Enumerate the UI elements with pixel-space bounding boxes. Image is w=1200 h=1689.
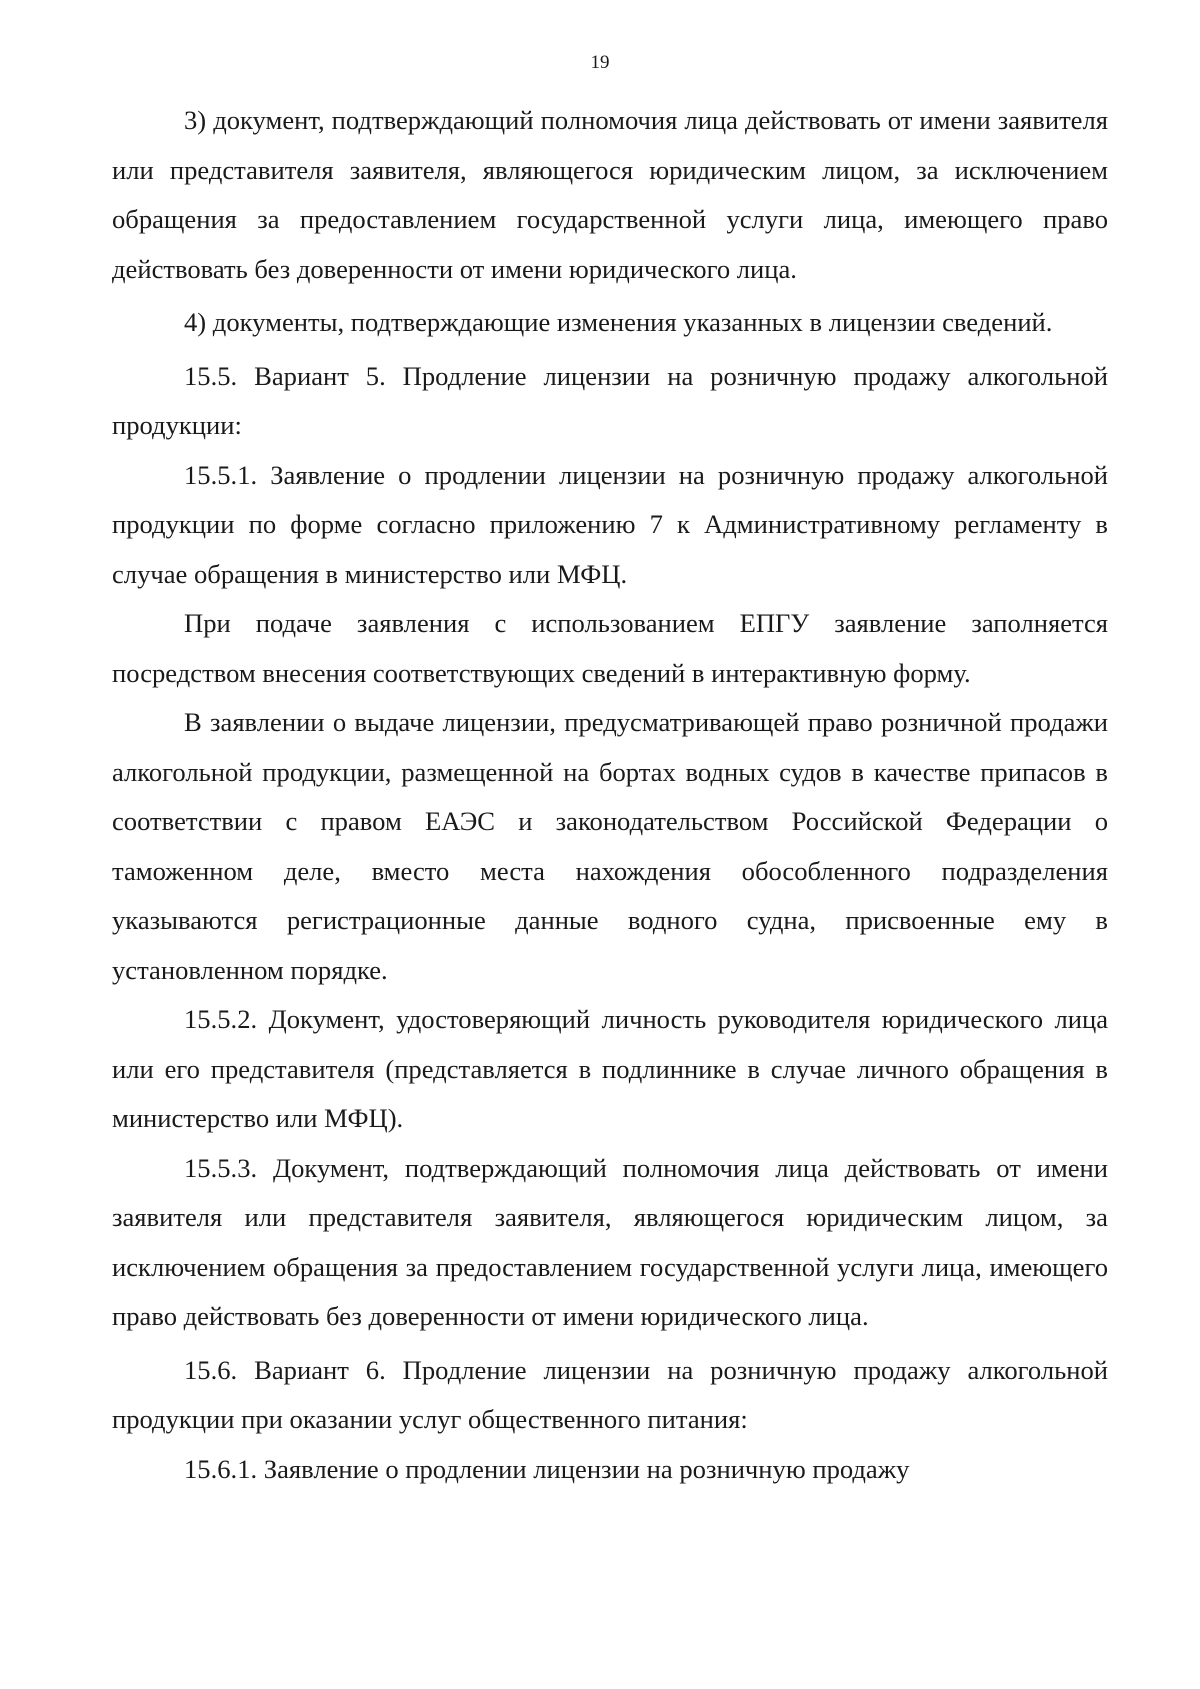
paragraph-15-5-3: 15.5.3. Документ, подтверждающий полномочия лица действовать от имени заявителя или представителя заявителя, являющегося юридическим лицом, за исключением обращения за предоставлением государственной услуги лица, имеющего право действовать без доверенности от имени юридического лица. — [112, 1152, 1108, 1331]
paragraph-15-5-heading: 15.5. Вариант 5. Продление лицензии на розничную продажу алкогольной продукции: — [112, 360, 1108, 440]
document-body — [112, 96, 1108, 1494]
paragraph-15-6-1: 15.6.1. Заявление о продлении лицензии на розничную продажу — [184, 1453, 910, 1484]
paragraph-3-power-of-attorney: 3) документ, подтверждающий полномочия лица действовать от имени заявителя или представителя заявителя, являющегося юридическим лицом, за исключением обращения за предоставлением государственной услуги лица, имеющего право действовать без доверенности от имени юридического лица. — [112, 105, 1108, 284]
paragraph-4-change-documents: 4) документы, подтверждающие изменения указанных в лицензии сведений. — [184, 307, 1053, 337]
paragraph-water-vessels: В заявлении о выдаче лицензии, предусматривающей право розничной продажи алкогольной продукции, размещенной на бортах водных судов в качестве припасов в соответствии с правом ЕАЭС и законодательством Российской Федерации о таможенном деле, вместо места нахождения обособленного подразделения указываются регистрационные данные водного судна, присвоенные ему в установленном порядке. — [112, 707, 1108, 985]
paragraph-15-6-heading: 15.6. Вариант 6. Продление лицензии на розничную продажу алкогольной продукции при оказании услуг общественного питания: — [112, 1354, 1108, 1434]
paragraph-15-5-1: 15.5.1. Заявление о продлении лицензии на розничную продажу алкогольной продукции по форме согласно приложению 7 к Административному регламенту в случае обращения в министерство или МФЦ. — [112, 459, 1108, 589]
paragraph-15-5-2: 15.5.2. Документ, удостоверяющий личность руководителя юридического лица или его представителя (представляется в подлиннике в случае личного обращения в министерство или МФЦ). — [112, 1004, 1108, 1133]
page-number: 19 — [590, 52, 610, 73]
paragraph-epgu: При подаче заявления с использованием ЕПГУ заявление заполняется посредством внесения соответствующих сведений в интерактивную форму. — [112, 608, 1108, 688]
